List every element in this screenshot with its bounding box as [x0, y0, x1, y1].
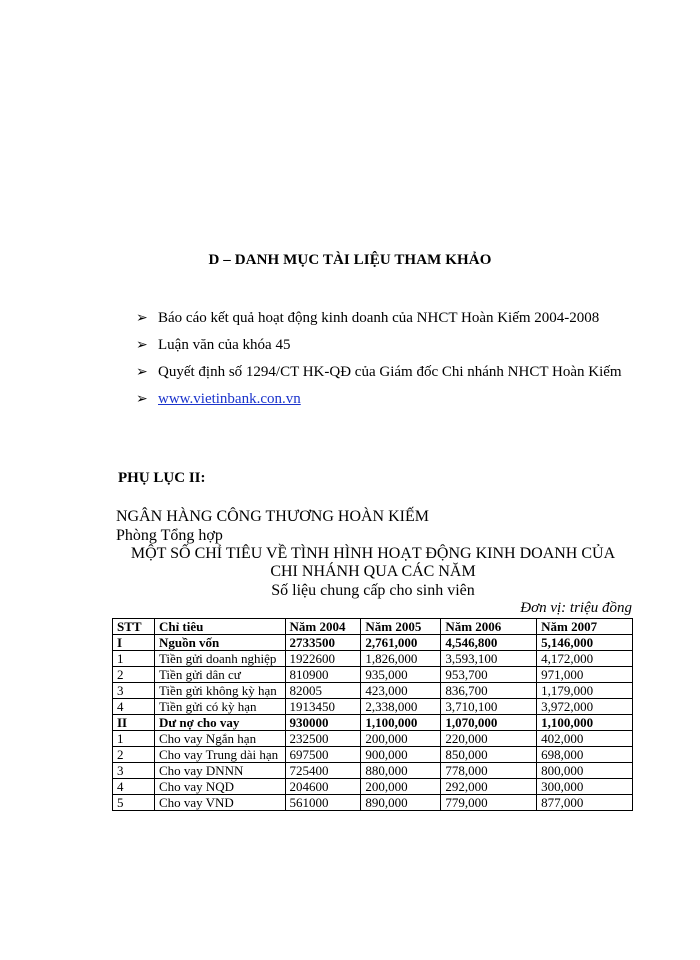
reference-text: Báo cáo kết quả hoạt động kinh doanh của NHCT Hoàn Kiếm 2004-2008 — [158, 310, 600, 326]
table-title-line1: MỘT SỐ CHỈ TIÊU VỀ TÌNH HÌNH HOẠT ĐỘNG KINH DOANH CỦA — [130, 545, 616, 562]
value-2006: 778,000 — [441, 763, 537, 779]
value-2005: 200,000 — [361, 779, 441, 795]
value-2004: 810900 — [285, 667, 361, 683]
row-stt: II — [113, 715, 155, 731]
value-2007: 4,172,000 — [537, 651, 633, 667]
table-row — [113, 699, 633, 715]
appendix-title: PHỤ LỤC II: — [118, 470, 206, 486]
table-row — [113, 683, 633, 699]
header-stt: STT — [113, 619, 155, 635]
table-title-line2: CHI NHÁNH QUA CÁC NĂM — [270, 563, 476, 580]
row-stt: 4 — [113, 699, 155, 715]
value-2007: 698,000 — [537, 747, 633, 763]
header-indicator: Chỉ tiêu — [154, 619, 285, 635]
table-row — [113, 747, 633, 763]
row-indicator: Nguồn vốn — [154, 635, 285, 651]
header-year-2005: Năm 2005 — [361, 619, 441, 635]
value-2006: 3,710,100 — [441, 699, 537, 715]
value-2005: 880,000 — [361, 763, 441, 779]
table-subtitle: Số liệu chung cấp cho sinh viên — [271, 582, 475, 599]
unit-note: Đơn vị: triệu đồng — [520, 600, 632, 616]
value-2006: 4,546,800 — [441, 635, 537, 651]
row-indicator: Cho vay Trung dài hạn — [154, 747, 285, 763]
row-stt: 4 — [113, 779, 155, 795]
table-row — [113, 715, 633, 731]
value-2006: 953,700 — [441, 667, 537, 683]
bank-name: NGÂN HÀNG CÔNG THƯƠNG HOÀN KIẾM — [116, 508, 429, 525]
table-row — [113, 635, 633, 651]
value-2007: 1,179,000 — [537, 683, 633, 699]
value-2005: 935,000 — [361, 667, 441, 683]
value-2005: 200,000 — [361, 731, 441, 747]
value-2005: 2,761,000 — [361, 635, 441, 651]
value-2004: 561000 — [285, 795, 361, 811]
value-2004: 204600 — [285, 779, 361, 795]
row-indicator: Tiền gửi dân cư — [154, 667, 285, 683]
value-2005: 1,100,000 — [361, 715, 441, 731]
arrow-bullet-icon: ➢ — [136, 338, 148, 353]
header-year-2006: Năm 2006 — [441, 619, 537, 635]
value-2006: 850,000 — [441, 747, 537, 763]
value-2007: 3,972,000 — [537, 699, 633, 715]
value-2005: 900,000 — [361, 747, 441, 763]
row-stt: 1 — [113, 731, 155, 747]
row-indicator: Tiền gửi không kỳ hạn — [154, 683, 285, 699]
value-2006: 3,593,100 — [441, 651, 537, 667]
header-year-2004: Năm 2004 — [285, 619, 361, 635]
reference-item — [136, 332, 636, 359]
arrow-bullet-icon: ➢ — [136, 365, 148, 380]
department-name: Phòng Tổng hợp — [116, 527, 223, 544]
row-indicator: Cho vay NQD — [154, 779, 285, 795]
value-2005: 1,826,000 — [361, 651, 441, 667]
reference-link[interactable]: www.vietinbank.con.vn — [158, 391, 301, 407]
row-indicator: Tiền gửi có kỳ hạn — [154, 699, 285, 715]
row-stt: I — [113, 635, 155, 651]
reference-text: Quyết định số 1294/CT HK-QĐ của Giám đốc Chi nhánh NHCT Hoàn Kiếm — [158, 364, 622, 380]
value-2005: 423,000 — [361, 683, 441, 699]
value-2004: 697500 — [285, 747, 361, 763]
value-2006: 292,000 — [441, 779, 537, 795]
row-indicator: Cho vay DNNN — [154, 763, 285, 779]
table-row — [113, 779, 633, 795]
row-stt: 1 — [113, 651, 155, 667]
value-2004: 930000 — [285, 715, 361, 731]
references-list — [136, 305, 636, 413]
value-2006: 1,070,000 — [441, 715, 537, 731]
value-2004: 82005 — [285, 683, 361, 699]
references-heading: D – DANH MỤC TÀI LIỆU THAM KHẢO — [208, 252, 492, 268]
reference-item[interactable] — [136, 386, 636, 413]
row-stt: 2 — [113, 667, 155, 683]
value-2005: 2,338,000 — [361, 699, 441, 715]
table-row — [113, 651, 633, 667]
reference-item — [136, 359, 636, 386]
value-2004: 1913450 — [285, 699, 361, 715]
row-indicator: Cho vay Ngắn hạn — [154, 731, 285, 747]
arrow-bullet-icon: ➢ — [136, 311, 148, 326]
value-2007: 300,000 — [537, 779, 633, 795]
row-stt: 5 — [113, 795, 155, 811]
table-row — [113, 667, 633, 683]
value-2006: 779,000 — [441, 795, 537, 811]
indicators-table — [112, 618, 633, 811]
row-indicator: Dư nợ cho vay — [154, 715, 285, 731]
header-year-2007: Năm 2007 — [537, 619, 633, 635]
table-header-row — [113, 619, 633, 635]
table-row — [113, 731, 633, 747]
table-row — [113, 795, 633, 811]
value-2007: 5,146,000 — [537, 635, 633, 651]
table-row — [113, 763, 633, 779]
reference-item — [136, 305, 636, 332]
arrow-bullet-icon: ➢ — [136, 392, 148, 407]
row-indicator: Tiền gửi doanh nghiệp — [154, 651, 285, 667]
value-2004: 1922600 — [285, 651, 361, 667]
row-stt: 3 — [113, 763, 155, 779]
value-2007: 1,100,000 — [537, 715, 633, 731]
row-stt: 3 — [113, 683, 155, 699]
value-2005: 890,000 — [361, 795, 441, 811]
value-2004: 2733500 — [285, 635, 361, 651]
value-2007: 877,000 — [537, 795, 633, 811]
row-stt: 2 — [113, 747, 155, 763]
reference-text: Luận văn của khóa 45 — [158, 337, 291, 353]
row-indicator: Cho vay VND — [154, 795, 285, 811]
value-2004: 232500 — [285, 731, 361, 747]
value-2007: 971,000 — [537, 667, 633, 683]
table-title — [108, 545, 638, 581]
value-2007: 402,000 — [537, 731, 633, 747]
value-2004: 725400 — [285, 763, 361, 779]
value-2006: 836,700 — [441, 683, 537, 699]
value-2007: 800,000 — [537, 763, 633, 779]
value-2006: 220,000 — [441, 731, 537, 747]
